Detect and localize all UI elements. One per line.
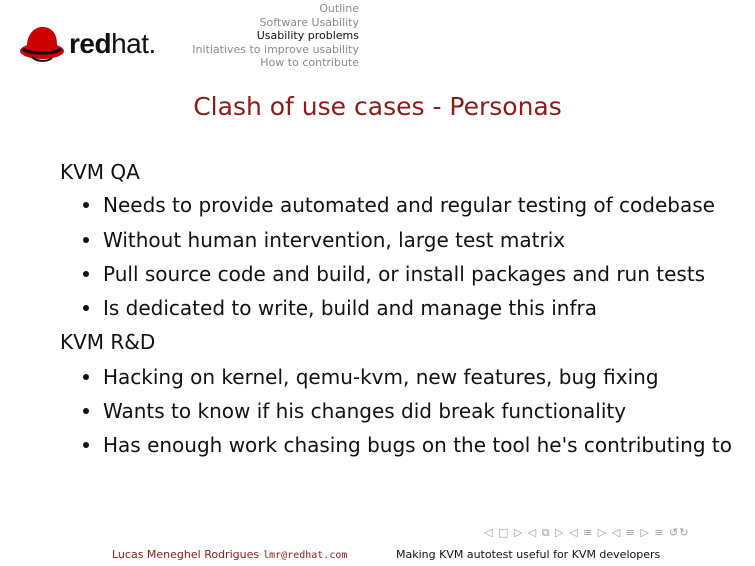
bullet-item: Is dedicated to write, build and manage this infra <box>83 296 597 320</box>
nav-item-how-to-contribute[interactable]: How to contribute <box>260 56 359 69</box>
bullet-item: Wants to know if his changes did break functionality <box>83 399 626 423</box>
bullet-dot-icon <box>83 374 89 380</box>
redhat-logo <box>19 24 169 68</box>
nav-item-initiatives[interactable]: Initiatives to improve usability <box>192 42 359 56</box>
slide-navigation-controls[interactable]: ◁ □ ▷ ◁ ⧉ ▷ ◁ ≡ ▷ ◁ ≡ ▷ ≡ ↺↻ <box>484 526 690 539</box>
bullet-item: Hacking on kernel, qemu-kvm, new features, bug fixing <box>83 365 659 389</box>
bullet-dot-icon <box>83 271 89 277</box>
footer-email: lmr@redhat.com <box>263 550 348 561</box>
slide-title: Clash of use cases - Personas <box>193 92 562 121</box>
footer-title: Making KVM autotest useful for KVM developers <box>396 548 661 561</box>
bullet-dot-icon <box>83 408 89 414</box>
shadowman-icon <box>19 24 65 64</box>
nav-item-outline[interactable]: Outline <box>319 2 359 15</box>
bullet-dot-icon <box>83 305 89 311</box>
bullet-item: Pull source code and build, or install packages and run tests <box>83 262 705 286</box>
footer-author: Lucas Meneghel Rodrigues lmr@redhat.com <box>112 548 348 561</box>
bullet-dot-icon <box>83 237 89 243</box>
section-heading-kvm-qa: KVM QA <box>60 160 140 184</box>
redhat-wordmark: redhat. <box>69 28 156 59</box>
bullet-dot-icon <box>83 442 89 448</box>
nav-item-software-usability[interactable]: Software Usability <box>259 15 359 29</box>
section-navigation <box>192 2 359 70</box>
bullet-item: Needs to provide automated and regular testing of codebase <box>83 193 715 217</box>
bullet-item: Has enough work chasing bugs on the tool he's contributing to <box>83 433 732 457</box>
section-heading-kvm-rd: KVM R&D <box>60 330 156 354</box>
nav-item-usability-problems[interactable]: Usability problems <box>256 29 359 42</box>
bullet-dot-icon <box>83 202 89 208</box>
bullet-item: Without human intervention, large test matrix <box>83 228 565 252</box>
